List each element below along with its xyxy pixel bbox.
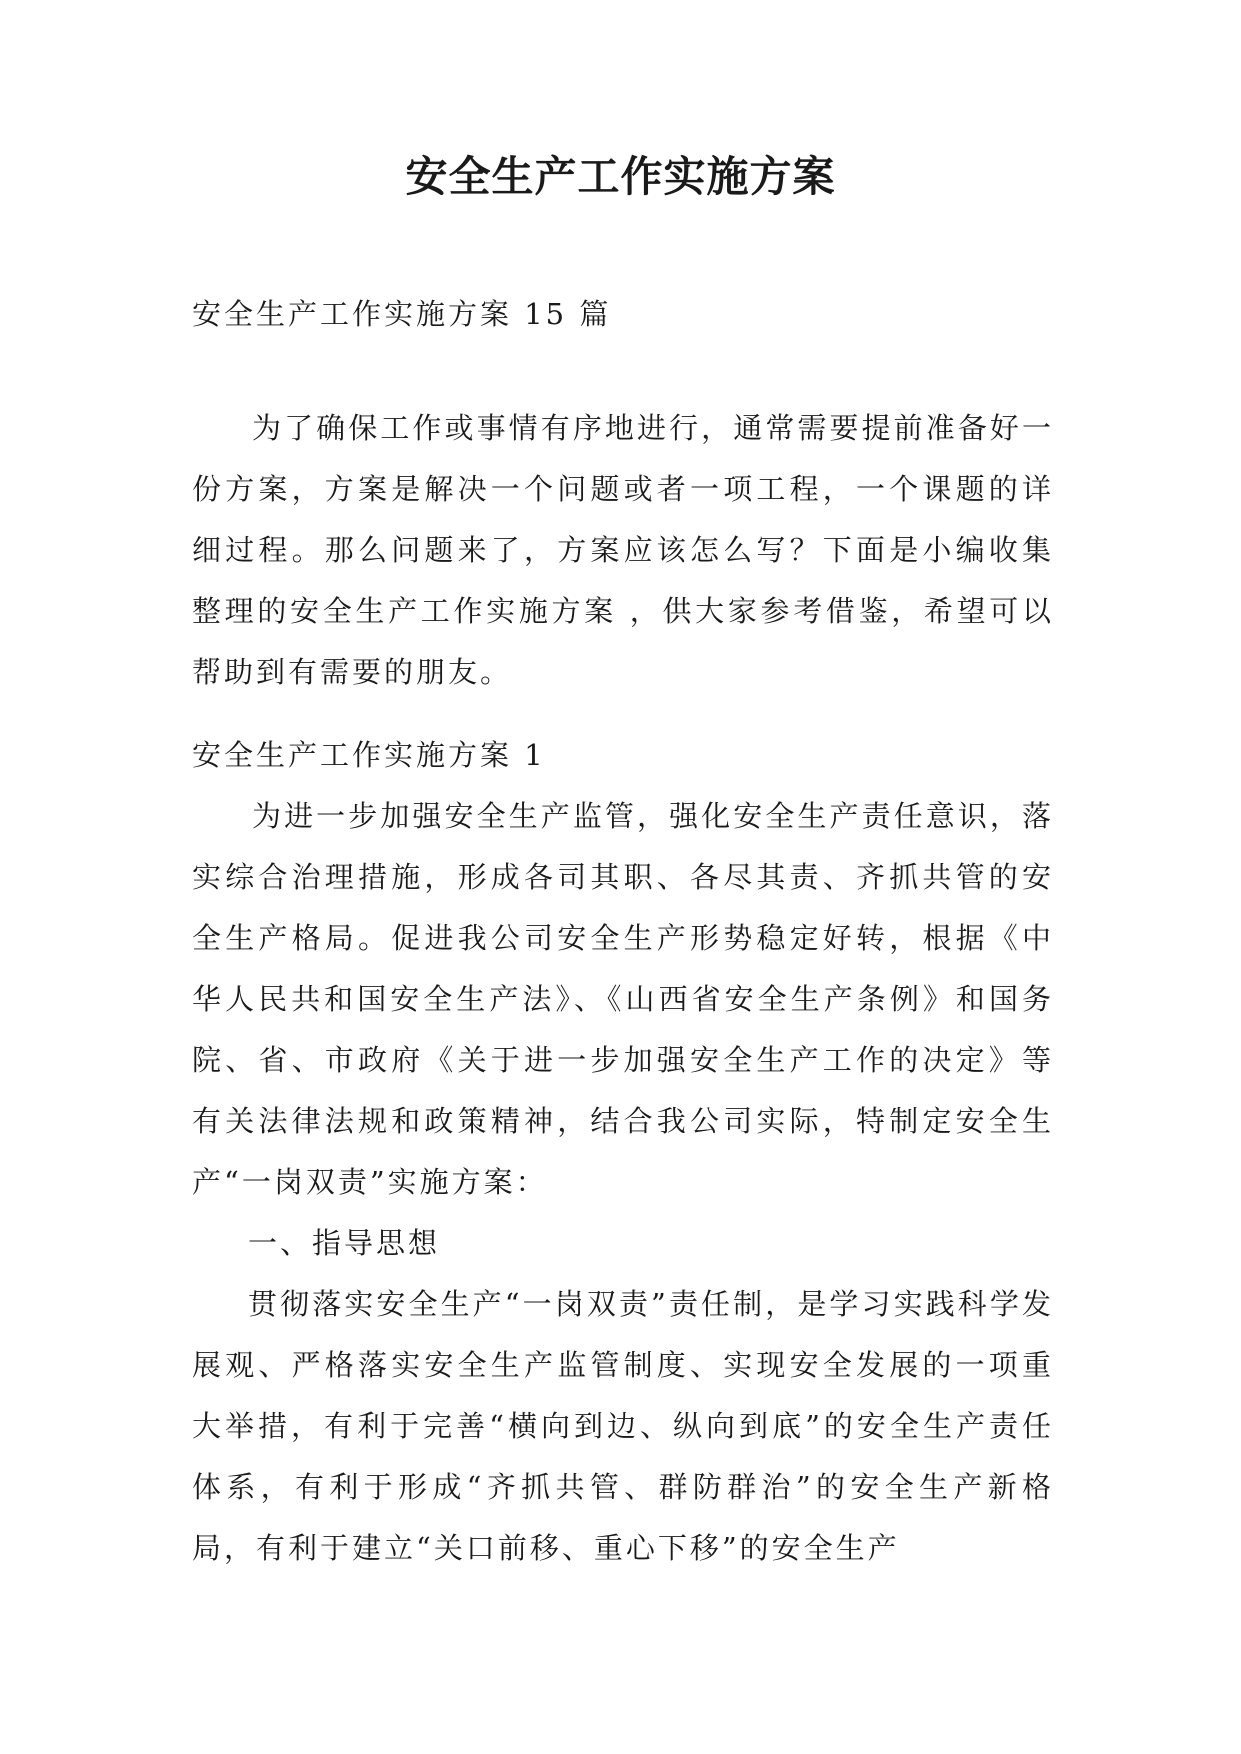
- section-1: [192, 725, 1054, 1579]
- guiding-ideology-text: 贯彻落实安全生产“一岗双责”责任制，是学习实践科学发展观、严格落实安全生产监管制度、实现安全发展的一项重大举措，有利于完善“横向到边、纵向到底”的安全生产责任体系，有利于形成“齐抓共管、群防群治”的安全生产新格局，有利于建立“关口前移、重心下移”的安全生产: [192, 1287, 1054, 1565]
- subtitle-text: 安全生产工作实施方案 15 篇: [192, 297, 612, 331]
- section-1-heading: 安全生产工作实施方案 1: [192, 738, 546, 772]
- document-title: 安全生产工作实施方案: [405, 152, 836, 201]
- section-1-paragraph: 为进一步加强安全生产监管，强化安全生产责任意识，落实综合治理措施，形成各司其职、各尽其责、齐抓共管的安全生产格局。促进我公司安全生产形势稳定好转，根据《中华人民共和国安全生产法》、《山西省安全生产条例》和国务院、省、市政府《关于进一步加强安全生产工作的决定》等有关法律法规和政策精神，结合我公司实际，特制定安全生产“一岗双责”实施方案：: [192, 799, 1054, 1199]
- guiding-ideology-heading: 一、指导思想: [248, 1226, 441, 1260]
- document-subtitle: [192, 284, 1054, 345]
- intro-text: 为了确保工作或事情有序地进行，通常需要提前准备好一份方案，方案是解决一个问题或者一项工程，一个课题的详细过程。那么问题来了，方案应该怎么写？下面是小编收集整理的安全生产工作实施方案 ，供大家参考借鉴，希望可以帮助到有需要的朋友。: [192, 411, 1054, 689]
- intro-paragraph: [192, 398, 1054, 703]
